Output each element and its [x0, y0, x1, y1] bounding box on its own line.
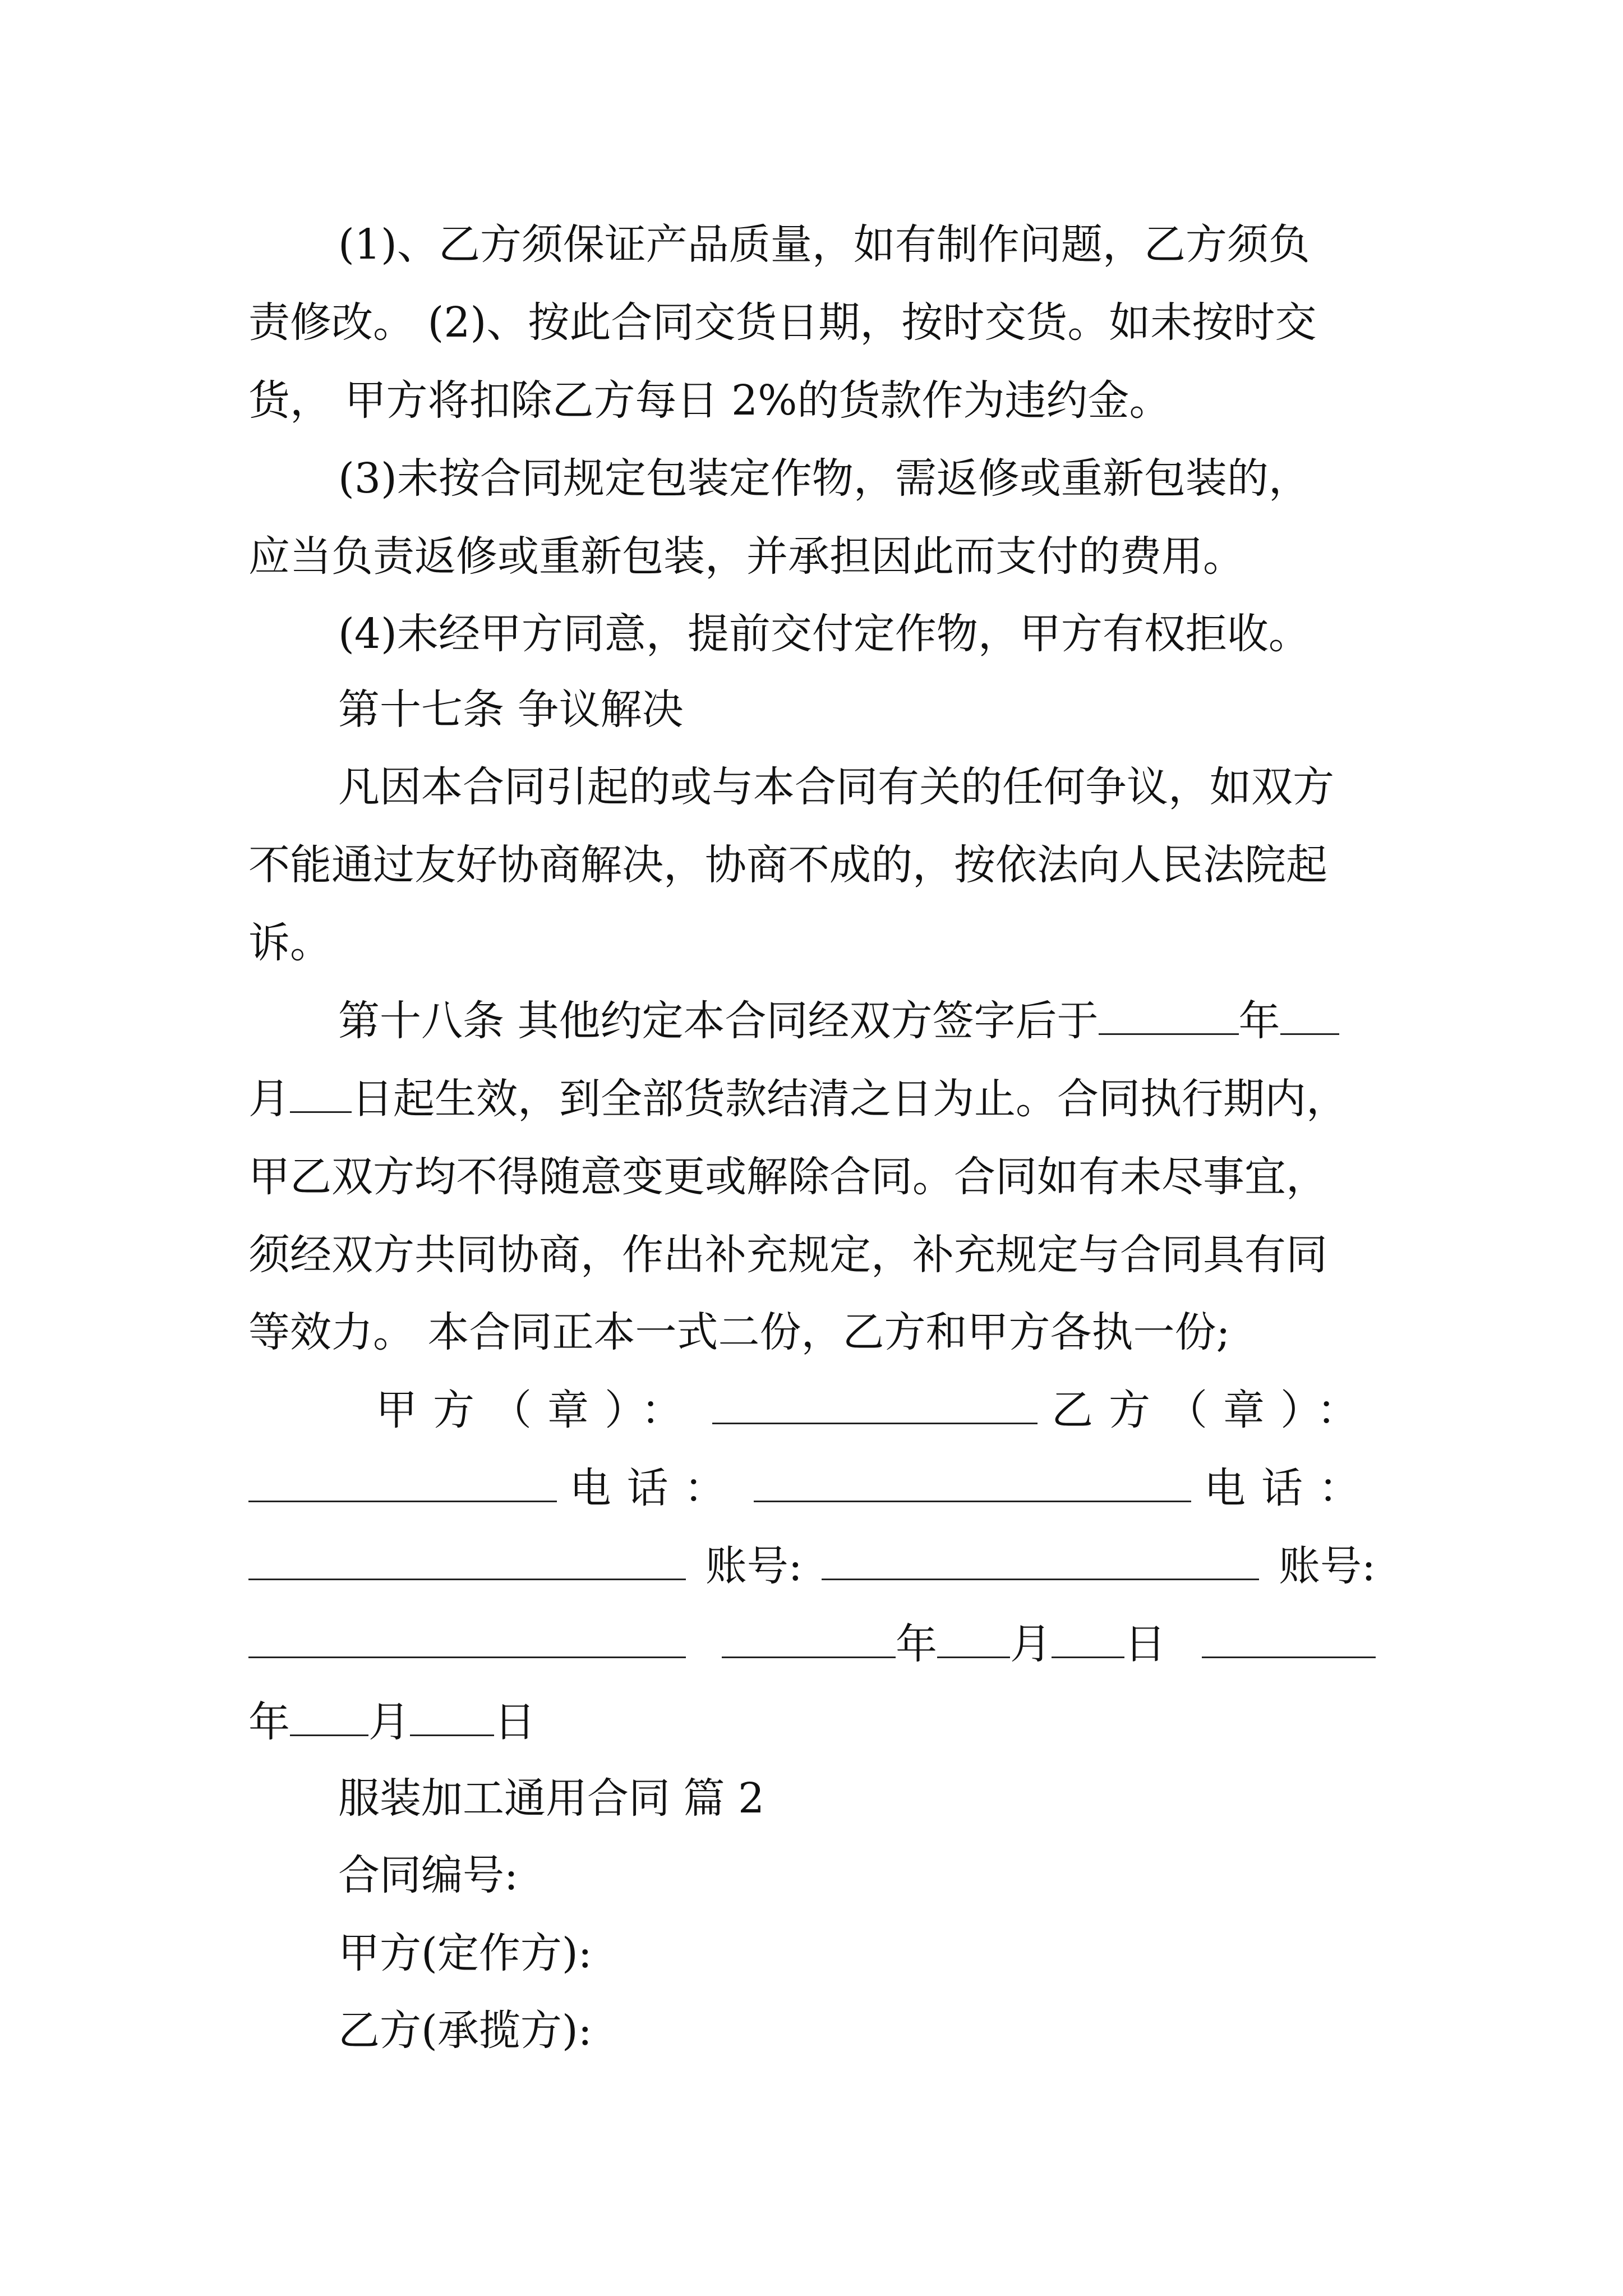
year-label: 年 [1238, 997, 1280, 1045]
party-a-seal-label: 甲方（章）： [376, 1386, 698, 1434]
paragraph-line: 诉。 [248, 919, 331, 967]
signature-row-4 [248, 1616, 1376, 1672]
party-a-seal-blank [712, 1387, 1038, 1424]
paragraph-line: 应当负责返修或重新包装，并承担因此而支付的费用。 [248, 532, 1244, 581]
paragraph-line: 等效力。 本合同正本一式二份，乙方和甲方各执一份; [248, 1308, 1230, 1356]
date-a-year-blank [722, 1621, 896, 1658]
phone-a-blank [754, 1465, 1191, 1502]
date-b [248, 1694, 1393, 1750]
date-b-month-blank [290, 1699, 368, 1736]
party-a-label: 甲方(定作方): [338, 1929, 592, 1977]
signature-row-3 [248, 1538, 1376, 1594]
month-label: 月 [248, 1075, 290, 1123]
party-b-seal-blank [248, 1465, 557, 1502]
date-b-day-blank [410, 1699, 494, 1736]
blank-day [290, 1075, 352, 1113]
paragraph-line: (3)未按合同规定包装定作物，需返修或重新包装的， [338, 454, 1310, 503]
party-b-seal-label: 乙方（章）： [1052, 1386, 1374, 1434]
date-a-month-label: 月 [1010, 1620, 1052, 1668]
date-a-day-label: 日 [1124, 1620, 1166, 1668]
signature-row-2 [248, 1460, 1376, 1516]
signature-row-1 [376, 1382, 1374, 1438]
paragraph-line: 甲乙双方均不得随意变更或解除合同。合同如有未尽事宜， [248, 1153, 1327, 1201]
account-b-blank [248, 1621, 686, 1658]
article-17-heading: 第十七条 争议解决 [338, 685, 684, 734]
article-18-line [338, 993, 1393, 1049]
paragraph-line: 货， 甲方将扣除乙方每日 2%的货款作为违约金。 [248, 376, 1171, 425]
date-a-year-label: 年 [896, 1620, 937, 1668]
account-a-label: 账号: [705, 1542, 803, 1590]
paragraph-line: 须经双方共同协商，作出补充规定，补充规定与合同具有同 [248, 1231, 1327, 1279]
date-b-year-label: 年 [248, 1698, 290, 1746]
paragraph-line: (4)未经甲方同意，提前交付定作物，甲方有权拒收。 [338, 610, 1310, 658]
paragraph-line: 责修改。 (2)、按此合同交货日期，按时交货。如未按时交 [248, 298, 1317, 347]
date-a-day-blank [1052, 1621, 1124, 1658]
blank-month [1280, 997, 1339, 1035]
section-2-title: 服装加工通用合同 篇 2 [338, 1774, 765, 1823]
phone-a-label: 电话： [569, 1464, 741, 1512]
article-18-text: 日起生效，到全部货款结清之日为止。合同执行期内， [352, 1075, 1348, 1123]
date-b-month-label: 月 [368, 1698, 410, 1746]
account-a-blank [822, 1543, 1259, 1580]
date-b-year-blank [1202, 1621, 1376, 1658]
paragraph-line: 不能通过友好协商解决，协商不成的，按依法向人民法院起 [248, 841, 1327, 889]
blank-year [1099, 997, 1239, 1035]
date-b-day-label: 日 [494, 1698, 536, 1746]
contract-number-label: 合同编号: [338, 1851, 518, 1899]
article-18-text: 第十八条 其他约定本合同经双方签字后于 [338, 997, 1099, 1045]
phone-b-label: 电话： [1204, 1464, 1376, 1512]
article-18-line [248, 1071, 1393, 1127]
date-a-month-blank [937, 1621, 1010, 1658]
phone-b-blank [248, 1543, 686, 1580]
date-a [722, 1616, 1166, 1672]
paragraph-line: 凡因本合同引起的或与本合同有关的任何争议，如双方 [338, 763, 1334, 811]
paragraph-line: (1)、乙方须保证产品质量，如有制作问题，乙方须负 [338, 220, 1310, 269]
party-b-label: 乙方(承揽方): [338, 2007, 592, 2055]
account-b-label: 账号: [1279, 1542, 1376, 1590]
